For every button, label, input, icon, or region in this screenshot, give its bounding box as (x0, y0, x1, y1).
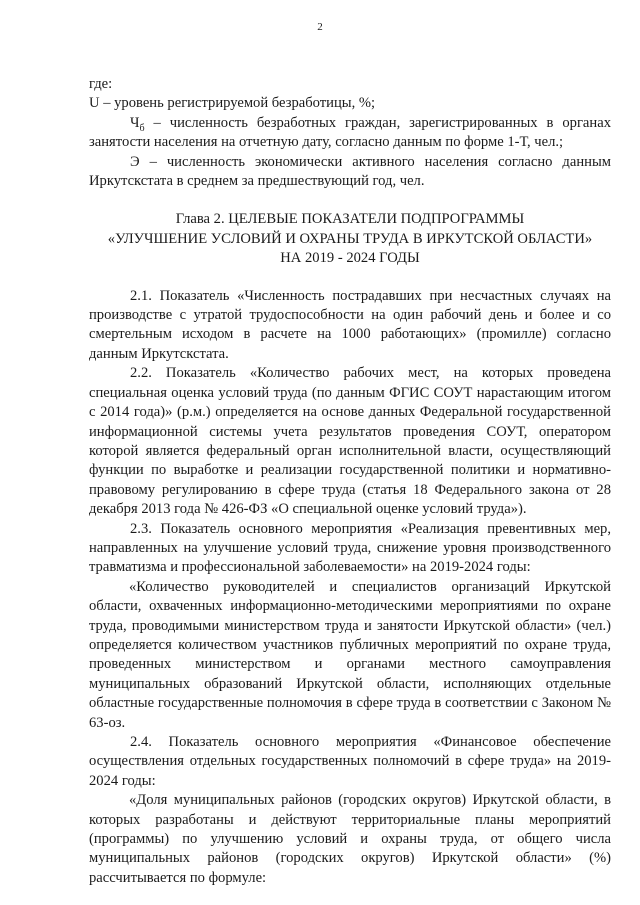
chapter-heading (89, 210, 611, 268)
chapter-title-line-3: НА 2019 - 2024 ГОДЫ (280, 250, 420, 267)
definition-ch (89, 114, 611, 153)
paragraph-2-4-indicator: «Доля муниципальных районов (городских округов) Иркутской области, в которых разработаны и действуют территориальные планы мероприятий (программы) по улучшению условий и охраны труда, от общего числа муниципальных районов (городских округов) Иркутской области» (%) рассчитывается по формуле: (89, 792, 611, 886)
paragraph-2-3: 2.3. Показатель основного мероприятия «Реализация превентивных мер, направленных на улучшение условий труда, снижение уровня производственного травматизма и профессиональной заболеваемости» на 2019-2024 годы: (89, 520, 611, 576)
definitions-intro: где: (89, 76, 113, 92)
ch-subscript: б (139, 122, 145, 134)
page-content (89, 75, 611, 888)
paragraph-2-3-indicator: «Количество руководителей и специалистов организаций Иркутской области, охваченных информационно-методическими мероприятиями по охране труда, проводимыми министерством труда и занятости Иркутской области» (чел.) определяется количеством участников публичных мероприятий по охране труда, проведенных министерством и органами местного самоуправления муниципальных образований Иркутской области, исполняющих отдельные областные государственные полномочия в сфере труда в соответствии с Законом № 63-оз. (89, 578, 611, 731)
ch-text: – численность безработных граждан, зарегистрированных в органах занятости населения на отчетную дату, согласно данным по форме 1-Т, чел.; (89, 114, 611, 151)
definition-u: U – уровень регистрируемой безработицы, %; (89, 95, 376, 112)
ch-symbol: Ч (130, 114, 140, 131)
chapter-title-line-1: Глава 2. ЦЕЛЕВЫЕ ПОКАЗАТЕЛИ ПОДПРОГРАММЫ (175, 211, 525, 228)
paragraph-2-1: 2.1. Показатель «Численность пострадавших при несчастных случаях на производстве с утратой трудоспособности на один рабочий день и более и со смертельным исходом в расчете на 1000 работающих» (промилле) согласно данным Иркутскстата. (89, 287, 611, 362)
paragraph-2-4: 2.4. Показатель основного мероприятия «Финансовое обеспечение осуществления отдельных государственных полномочий в сфере труда» на 2019-2024 годы: (89, 734, 611, 789)
page-number: 2 (317, 21, 323, 33)
paragraph-2-2: 2.2. Показатель «Количество рабочих мест, на которых проведена специальная оценка условий труда (по данным ФГИС СОУТ нарастающим итогом с 2014 года)» (р.м.) определяется на основе данных Федеральной государственной информационной системы учета результатов проведения СОУТ, оператором которой является федеральный орган исполнительной власти, осуществляющий функции по выработке и реализации государственной политики и нормативно-правовому регулированию в сфере труда (статья 18 Федерального закона от 28 декабря 2013 года № 426-ФЗ «О специальной оценке условий труда»). (89, 365, 611, 518)
chapter-title-line-2: «УЛУЧШЕНИЕ УСЛОВИЙ И ОХРАНЫ ТРУДА В ИРКУТСКОЙ ОБЛАСТИ» (107, 230, 593, 247)
definition-e: Э – численность экономически активного населения согласно данным Иркутскстата в среднем за предшествующий год, чел. (89, 153, 611, 190)
